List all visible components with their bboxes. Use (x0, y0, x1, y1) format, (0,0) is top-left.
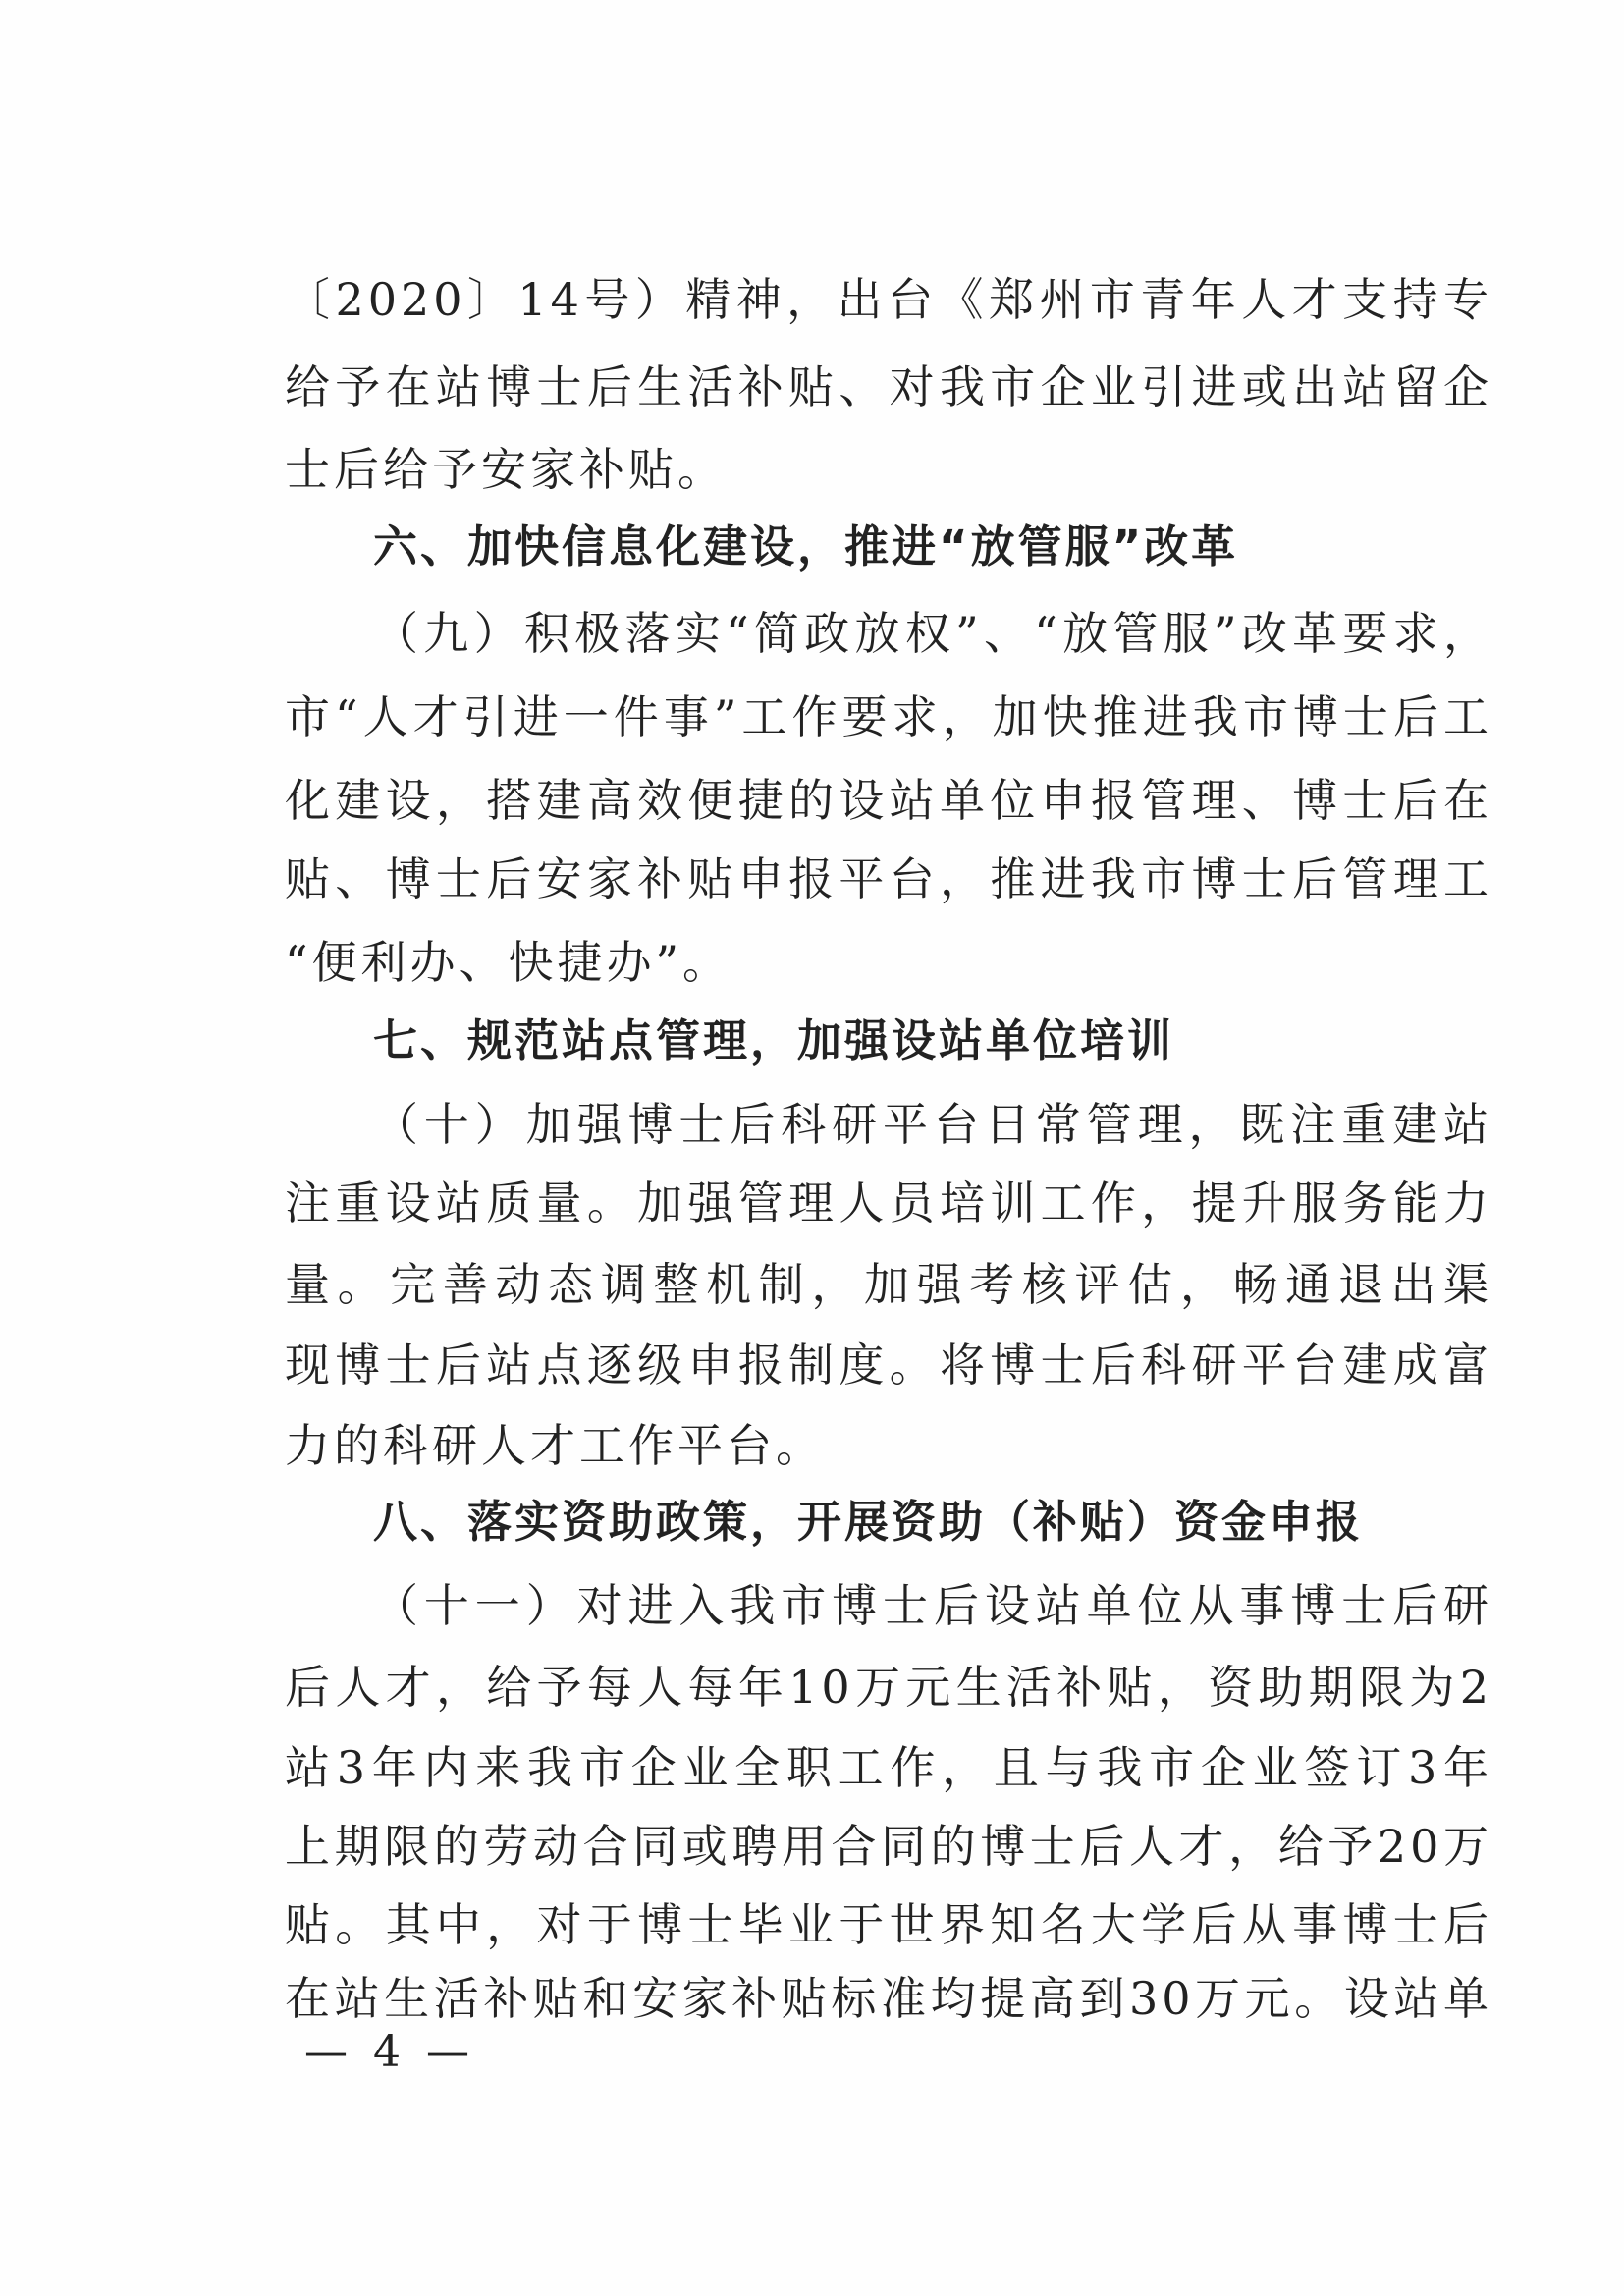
text-line: （九）积极落实“简政放权”、“放管服”改革要求， (373, 607, 1492, 660)
section-heading: 七、规范站点管理，加强设站单位培训 (373, 1014, 1175, 1066)
text-line: 量。完善动态调整机制，加强考核评估，畅通退出渠 (285, 1258, 1492, 1311)
text-line: 上期限的劳动合同或聘用合同的博士后人才，给予20万 (285, 1820, 1492, 1873)
section-heading: 六、加快信息化建设，推进“放管服”改革 (373, 520, 1239, 573)
text-line: 现博士后站点逐级申报制度。将博士后科研平台建成富 (285, 1339, 1492, 1392)
text-line: 给予在站博士后生活补贴、对我市企业引进或出站留企 (285, 360, 1492, 413)
text-line: 化建设，搭建高效便捷的设站单位申报管理、博士后在 (285, 774, 1492, 827)
text-line: 贴、博士后安家补贴申报平台，推进我市博士后管理工 (285, 852, 1492, 905)
text-line: 士后给予安家补贴。 (285, 443, 727, 496)
section-heading: 八、落实资助政策，开展资助（补贴）资金申报 (373, 1496, 1364, 1548)
text-line: 后人才，给予每人每年10万元生活补贴，资助期限为2 (285, 1661, 1492, 1714)
text-line: 在站生活补贴和安家补贴标准均提高到30万元。设站单 (285, 1972, 1492, 2025)
page-number: — 4 — (304, 2027, 475, 2077)
text-line: “便利办、快捷办”。 (285, 936, 732, 989)
text-line: 站3年内来我市企业全职工作，且与我市企业签订3年 (285, 1741, 1492, 1794)
text-line: 贴。其中，对于博士毕业于世界知名大学后从事博士后 (285, 1898, 1492, 1951)
text-line: （十一）对进入我市博士后设站单位从事博士后研 (373, 1579, 1492, 1632)
text-line: 市“人才引进一件事”工作要求，加快推进我市博士后工 (285, 690, 1492, 743)
text-line: （十）加强博士后科研平台日常管理，既注重建站 (373, 1098, 1492, 1151)
text-line: 注重设站质量。加强管理人员培训工作，提升服务能力 (285, 1176, 1492, 1230)
text-line: 力的科研人才工作平台。 (285, 1419, 825, 1472)
text-line: 〔2020〕14号）精神，出台《郑州市青年人才支持专 (285, 273, 1492, 326)
